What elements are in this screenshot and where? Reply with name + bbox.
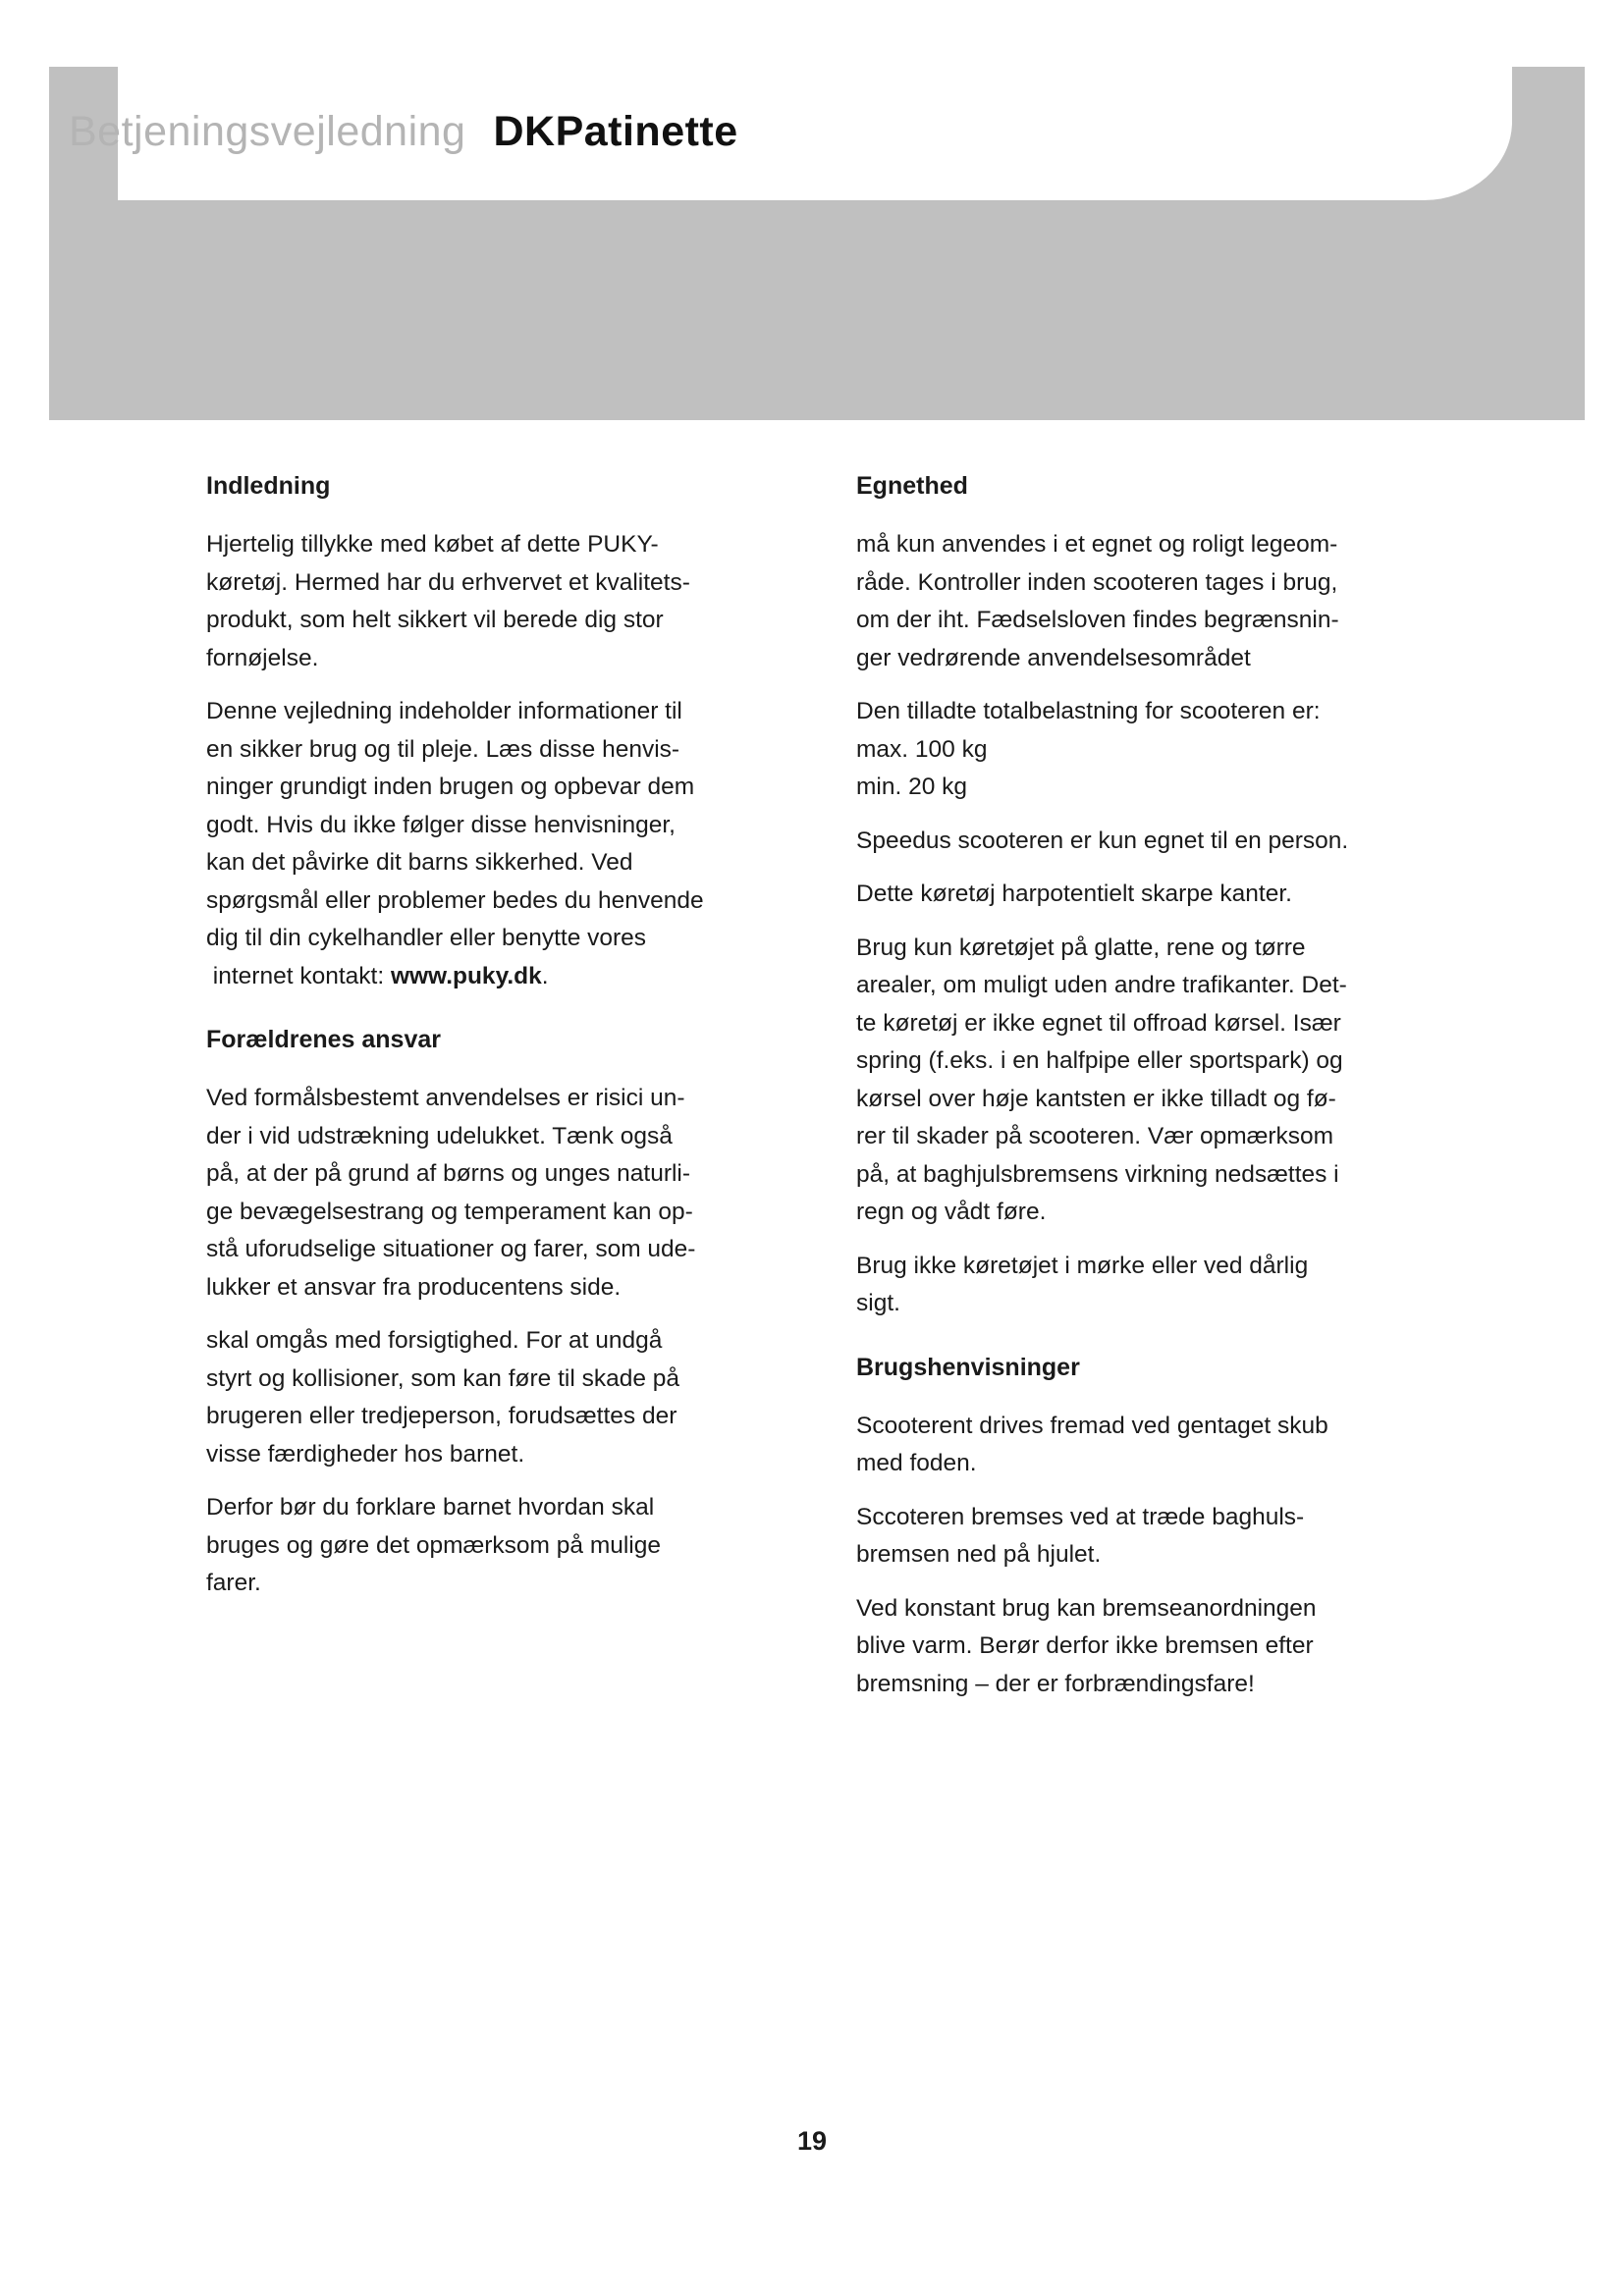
- section-heading-suitability: Egnethed: [856, 472, 968, 500]
- usage-paragraph-1: Scooterent drives fremad ved gentaget skub med foden.: [856, 1412, 1328, 1476]
- intro-paragraph-2: Denne vejledning indeholder informationer til en sikker brug og til pleje. Læs disse henvis- ninger grundigt inden brugen og opbevar dem godt. Hvis du ikke følger disse henvisninger, kan det påvirke dit barns sikkerhed. Ved spørgsmål eller problemer bedes du henvende dig til din cykelhandler eller benytte vores internet kontakt: www.puky.dk.: [206, 693, 795, 995]
- section-heading-intro: Indledning: [206, 472, 331, 500]
- intro-paragraph-1: Hjertelig tillykke med købet af dette PUKY- køretøj. Hermed har du erhvervet et kvalitets- produkt, som helt sikkert vil berede dig stor fornøjelse.: [206, 531, 690, 671]
- usage-paragraph-3: Ved konstant brug kan bremseanordningen blive varm. Berør derfor ikke bremsen efter bremsning – der er forbrændingsfare!: [856, 1594, 1317, 1697]
- contact-line: internet kontakt: www.puky.dk.: [206, 962, 549, 989]
- section-heading-parents: Forældrenes ansvar: [206, 1026, 441, 1053]
- page-number: 19: [796, 2126, 828, 2156]
- parents-paragraph-1: Ved formålsbestemt anvendelses er risici un- der i vid udstrækning udelukket. Tænk også på, at der på grund af børns og unges naturli- ge bevægelsestrang og temperament kan op- stå uforudselige situationer og farer, som ude- lukker et ansvar fra producentens side.: [206, 1085, 696, 1301]
- right-column: [856, 471, 1445, 1719]
- website-link[interactable]: www.puky.dk: [390, 962, 542, 989]
- document-header: [69, 108, 738, 156]
- parents-paragraph-2: skal omgås med forsigtighed. For at undgå styrt og kollisioner, som kan føre til skade på brugeren eller tredjeperson, forudsættes der visse færdigheder hos barnet.: [206, 1327, 680, 1468]
- suitability-paragraph-edges: Dette køretøj harpotentielt skarpe kanter.: [856, 881, 1292, 907]
- suitability-paragraph-person: Speedus scooteren er kun egnet til en person.: [856, 827, 1349, 854]
- usage-paragraph-2: Sccoteren bremses ved at træde baghuls- bremsen ned på hjulet.: [856, 1503, 1305, 1568]
- header-title-manual: Betjeningsvejledning: [69, 108, 466, 155]
- suitability-paragraph-darkness: Brug ikke køretøjet i mørke eller ved dårlig sigt.: [856, 1252, 1309, 1316]
- left-column: [206, 471, 795, 1619]
- header-title-product: DKPatinette: [493, 108, 738, 155]
- parents-paragraph-3: Derfor bør du forklare barnet hvordan skal bruges og gøre det opmærksom på mulige farer.: [206, 1494, 661, 1596]
- section-heading-usage: Brugshenvisninger: [856, 1353, 1080, 1381]
- suitability-paragraph-1: må kun anvendes i et egnet og roligt legeom- råde. Kontroller inden scooteren tages i brug, om der iht. Fædselsloven findes begrænsnin- ger vedrørende anvendelsesområdet: [856, 531, 1339, 671]
- suitability-paragraph-load: Den tilladte totalbelastning for scooteren er: max. 100 kg min. 20 kg: [856, 698, 1321, 800]
- suitability-paragraph-surfaces: Brug kun køretøjet på glatte, rene og tørre arealer, om muligt uden andre trafikanter. Det- te køretøj er ikke egnet til offroad kørsel. Især spring (f.eks. i en halfpipe eller sportspark) og kørsel over høje kantsten er ikke tilladt og fø- rer til skader på scooteren. Vær opmærksom på, at baghjulsbremsens virkning nedsættes i regn og vådt føre.: [856, 934, 1347, 1225]
